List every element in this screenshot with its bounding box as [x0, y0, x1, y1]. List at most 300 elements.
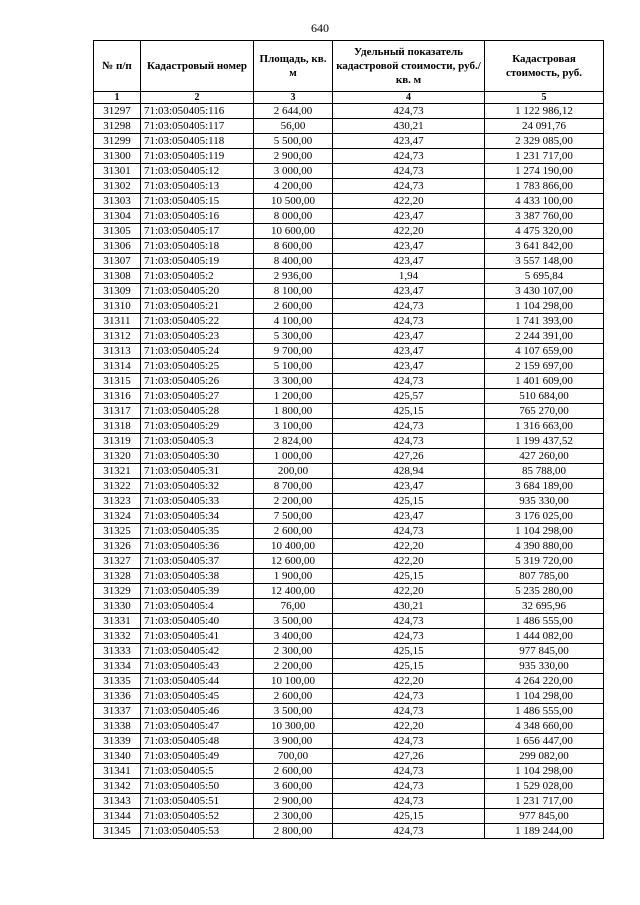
unit-value: 1,94 [333, 269, 485, 284]
unit-value: 423,47 [333, 284, 485, 299]
cadastral-value: 3 641 842,00 [485, 239, 604, 254]
area: 2 824,00 [254, 434, 333, 449]
cadastral-number: 71:03:050405:44 [141, 674, 254, 689]
table-row [94, 254, 604, 269]
cadastral-value: 1 199 437,52 [485, 434, 604, 449]
row-index: 31311 [94, 314, 141, 329]
row-index: 31309 [94, 284, 141, 299]
area: 9 700,00 [254, 344, 333, 359]
row-index: 31341 [94, 764, 141, 779]
cadastral-number: 71:03:050405:31 [141, 464, 254, 479]
unit-value: 427,26 [333, 449, 485, 464]
table-row [94, 749, 604, 764]
column-number-row [94, 92, 604, 104]
unit-value: 425,15 [333, 404, 485, 419]
cadastral-value: 3 557 148,00 [485, 254, 604, 269]
row-index: 31313 [94, 344, 141, 359]
cadastral-number: 71:03:050405:23 [141, 329, 254, 344]
cadastral-number: 71:03:050405:19 [141, 254, 254, 269]
table-row [94, 419, 604, 434]
area: 3 500,00 [254, 704, 333, 719]
area: 2 900,00 [254, 794, 333, 809]
header-area: Площадь, кв. м [254, 41, 333, 92]
cadastral-value: 427 260,00 [485, 449, 604, 464]
row-index: 31315 [94, 374, 141, 389]
table-row [94, 539, 604, 554]
cadastral-value: 4 107 659,00 [485, 344, 604, 359]
table-body [94, 104, 604, 839]
table-row [94, 434, 604, 449]
cadastral-number: 71:03:050405:17 [141, 224, 254, 239]
table-row [94, 689, 604, 704]
unit-value: 422,20 [333, 224, 485, 239]
table-row [94, 104, 604, 119]
cadastral-number: 71:03:050405:13 [141, 179, 254, 194]
cadastral-value: 5 235 280,00 [485, 584, 604, 599]
table-row [94, 674, 604, 689]
area: 2 644,00 [254, 104, 333, 119]
unit-value: 424,73 [333, 299, 485, 314]
table-row [94, 209, 604, 224]
area: 1 200,00 [254, 389, 333, 404]
area: 3 300,00 [254, 374, 333, 389]
cadastral-number: 71:03:050405:41 [141, 629, 254, 644]
area: 3 600,00 [254, 779, 333, 794]
row-index: 31322 [94, 479, 141, 494]
area: 12 400,00 [254, 584, 333, 599]
table-row [94, 404, 604, 419]
table-row [94, 149, 604, 164]
unit-value: 424,73 [333, 164, 485, 179]
area: 5 500,00 [254, 134, 333, 149]
area: 8 100,00 [254, 284, 333, 299]
row-index: 31298 [94, 119, 141, 134]
cadastral-value: 935 330,00 [485, 659, 604, 674]
cadastral-number: 71:03:050405:45 [141, 689, 254, 704]
unit-value: 423,47 [333, 509, 485, 524]
unit-value: 425,15 [333, 494, 485, 509]
area: 2 600,00 [254, 524, 333, 539]
table-row [94, 179, 604, 194]
unit-value: 423,47 [333, 254, 485, 269]
cadastral-value: 2 159 697,00 [485, 359, 604, 374]
table-row [94, 389, 604, 404]
cadastral-value: 4 348 660,00 [485, 719, 604, 734]
area: 8 000,00 [254, 209, 333, 224]
cadastral-number: 71:03:050405:48 [141, 734, 254, 749]
table-row [94, 194, 604, 209]
table-row [94, 344, 604, 359]
row-index: 31334 [94, 659, 141, 674]
unit-value: 424,73 [333, 104, 485, 119]
area: 2 936,00 [254, 269, 333, 284]
table-row [94, 599, 604, 614]
cadastral-value: 5 695,84 [485, 269, 604, 284]
cadastral-value: 32 695,96 [485, 599, 604, 614]
row-index: 31339 [94, 734, 141, 749]
cadastral-number: 71:03:050405:32 [141, 479, 254, 494]
area: 76,00 [254, 599, 333, 614]
table-row [94, 524, 604, 539]
table-row [94, 479, 604, 494]
table-row [94, 464, 604, 479]
cadastral-value: 1 104 298,00 [485, 764, 604, 779]
cadastral-value: 4 390 880,00 [485, 539, 604, 554]
table-row [94, 449, 604, 464]
cadastral-number: 71:03:050405:117 [141, 119, 254, 134]
unit-value: 423,47 [333, 359, 485, 374]
table-row [94, 659, 604, 674]
unit-value: 424,73 [333, 704, 485, 719]
header-cadastral-number: Кадастровый номер [141, 41, 254, 92]
cadastral-number: 71:03:050405:34 [141, 509, 254, 524]
cadastral-value: 3 684 189,00 [485, 479, 604, 494]
cadastral-value-table [93, 40, 604, 839]
row-index: 31303 [94, 194, 141, 209]
area: 200,00 [254, 464, 333, 479]
row-index: 31310 [94, 299, 141, 314]
cadastral-number: 71:03:050405:27 [141, 389, 254, 404]
area: 3 500,00 [254, 614, 333, 629]
unit-value: 424,73 [333, 179, 485, 194]
cadastral-number: 71:03:050405:118 [141, 134, 254, 149]
cadastral-value: 1 486 555,00 [485, 704, 604, 719]
table-row [94, 704, 604, 719]
column-number: 4 [333, 92, 485, 104]
unit-value: 428,94 [333, 464, 485, 479]
cadastral-value: 1 444 082,00 [485, 629, 604, 644]
row-index: 31299 [94, 134, 141, 149]
unit-value: 424,73 [333, 779, 485, 794]
row-index: 31328 [94, 569, 141, 584]
area: 2 300,00 [254, 809, 333, 824]
unit-value: 424,73 [333, 689, 485, 704]
cadastral-value: 807 785,00 [485, 569, 604, 584]
area: 12 600,00 [254, 554, 333, 569]
cadastral-value: 3 176 025,00 [485, 509, 604, 524]
column-number: 2 [141, 92, 254, 104]
cadastral-value: 1 104 298,00 [485, 524, 604, 539]
cadastral-number: 71:03:050405:30 [141, 449, 254, 464]
area: 5 100,00 [254, 359, 333, 374]
area: 10 400,00 [254, 539, 333, 554]
table-row [94, 794, 604, 809]
row-index: 31330 [94, 599, 141, 614]
cadastral-value: 1 783 866,00 [485, 179, 604, 194]
area: 8 600,00 [254, 239, 333, 254]
unit-value: 423,47 [333, 329, 485, 344]
cadastral-value: 1 486 555,00 [485, 614, 604, 629]
cadastral-value: 299 082,00 [485, 749, 604, 764]
cadastral-value: 510 684,00 [485, 389, 604, 404]
cadastral-value: 2 244 391,00 [485, 329, 604, 344]
area: 4 100,00 [254, 314, 333, 329]
area: 700,00 [254, 749, 333, 764]
row-index: 31343 [94, 794, 141, 809]
header-row [94, 41, 604, 92]
table-row [94, 494, 604, 509]
cadastral-number: 71:03:050405:116 [141, 104, 254, 119]
unit-value: 424,73 [333, 149, 485, 164]
area: 56,00 [254, 119, 333, 134]
row-index: 31342 [94, 779, 141, 794]
cadastral-value: 4 264 220,00 [485, 674, 604, 689]
cadastral-value: 4 475 320,00 [485, 224, 604, 239]
unit-value: 424,73 [333, 434, 485, 449]
header-index: № п/п [94, 41, 141, 92]
area: 3 000,00 [254, 164, 333, 179]
cadastral-number: 71:03:050405:33 [141, 494, 254, 509]
table-row [94, 584, 604, 599]
unit-value: 425,15 [333, 809, 485, 824]
row-index: 31308 [94, 269, 141, 284]
unit-value: 423,47 [333, 479, 485, 494]
cadastral-value: 977 845,00 [485, 809, 604, 824]
row-index: 31317 [94, 404, 141, 419]
cadastral-value: 2 329 085,00 [485, 134, 604, 149]
table-row [94, 329, 604, 344]
unit-value: 422,20 [333, 584, 485, 599]
table-row [94, 734, 604, 749]
unit-value: 424,73 [333, 374, 485, 389]
row-index: 31297 [94, 104, 141, 119]
area: 1 800,00 [254, 404, 333, 419]
cadastral-number: 71:03:050405:50 [141, 779, 254, 794]
area: 3 100,00 [254, 419, 333, 434]
row-index: 31335 [94, 674, 141, 689]
unit-value: 424,73 [333, 629, 485, 644]
area: 4 200,00 [254, 179, 333, 194]
cadastral-value: 1 316 663,00 [485, 419, 604, 434]
area: 5 300,00 [254, 329, 333, 344]
unit-value: 424,73 [333, 764, 485, 779]
area: 2 600,00 [254, 764, 333, 779]
cadastral-value: 765 270,00 [485, 404, 604, 419]
unit-value: 427,26 [333, 749, 485, 764]
cadastral-number: 71:03:050405:16 [141, 209, 254, 224]
area: 2 300,00 [254, 644, 333, 659]
cadastral-number: 71:03:050405:29 [141, 419, 254, 434]
cadastral-value: 1 656 447,00 [485, 734, 604, 749]
row-index: 31306 [94, 239, 141, 254]
unit-value: 423,47 [333, 344, 485, 359]
area: 2 900,00 [254, 149, 333, 164]
cadastral-value: 1 104 298,00 [485, 689, 604, 704]
area: 10 300,00 [254, 719, 333, 734]
cadastral-number: 71:03:050405:119 [141, 149, 254, 164]
cadastral-number: 71:03:050405:12 [141, 164, 254, 179]
row-index: 31327 [94, 554, 141, 569]
cadastral-number: 71:03:050405:40 [141, 614, 254, 629]
row-index: 31316 [94, 389, 141, 404]
row-index: 31304 [94, 209, 141, 224]
unit-value: 424,73 [333, 794, 485, 809]
cadastral-value: 85 788,00 [485, 464, 604, 479]
cadastral-value: 1 231 717,00 [485, 149, 604, 164]
cadastral-number: 71:03:050405:25 [141, 359, 254, 374]
table-row [94, 119, 604, 134]
cadastral-value: 3 387 760,00 [485, 209, 604, 224]
row-index: 31325 [94, 524, 141, 539]
unit-value: 425,15 [333, 569, 485, 584]
cadastral-number: 71:03:050405:35 [141, 524, 254, 539]
unit-value: 423,47 [333, 239, 485, 254]
unit-value: 423,47 [333, 209, 485, 224]
area: 8 400,00 [254, 254, 333, 269]
area: 1 900,00 [254, 569, 333, 584]
cadastral-value: 3 430 107,00 [485, 284, 604, 299]
cadastral-number: 71:03:050405:5 [141, 764, 254, 779]
cadastral-number: 71:03:050405:43 [141, 659, 254, 674]
header-cadastral-value: Кадастровая стоимость, руб. [485, 41, 604, 92]
cadastral-number: 71:03:050405:21 [141, 299, 254, 314]
row-index: 31321 [94, 464, 141, 479]
cadastral-value: 1 189 244,00 [485, 824, 604, 839]
table-row [94, 629, 604, 644]
column-number: 1 [94, 92, 141, 104]
unit-value: 422,20 [333, 194, 485, 209]
cadastral-number: 71:03:050405:37 [141, 554, 254, 569]
cadastral-value: 24 091,76 [485, 119, 604, 134]
cadastral-number: 71:03:050405:3 [141, 434, 254, 449]
header-unit-value: Удельный показатель кадастровой стоимости, руб./кв. м [333, 41, 485, 92]
area: 3 900,00 [254, 734, 333, 749]
row-index: 31340 [94, 749, 141, 764]
cadastral-value: 1 231 717,00 [485, 794, 604, 809]
area: 2 200,00 [254, 659, 333, 674]
cadastral-number: 71:03:050405:52 [141, 809, 254, 824]
area: 2 800,00 [254, 824, 333, 839]
cadastral-number: 71:03:050405:42 [141, 644, 254, 659]
table-row [94, 824, 604, 839]
unit-value: 424,73 [333, 314, 485, 329]
column-number: 3 [254, 92, 333, 104]
unit-value: 424,73 [333, 734, 485, 749]
row-index: 31336 [94, 689, 141, 704]
cadastral-number: 71:03:050405:18 [141, 239, 254, 254]
cadastral-number: 71:03:050405:49 [141, 749, 254, 764]
row-index: 31344 [94, 809, 141, 824]
row-index: 31333 [94, 644, 141, 659]
unit-value: 425,15 [333, 644, 485, 659]
area: 1 000,00 [254, 449, 333, 464]
row-index: 31314 [94, 359, 141, 374]
table-row [94, 509, 604, 524]
row-index: 31302 [94, 179, 141, 194]
cadastral-number: 71:03:050405:15 [141, 194, 254, 209]
row-index: 31324 [94, 509, 141, 524]
unit-value: 424,73 [333, 824, 485, 839]
table-row [94, 299, 604, 314]
unit-value: 422,20 [333, 539, 485, 554]
row-index: 31329 [94, 584, 141, 599]
row-index: 31301 [94, 164, 141, 179]
cadastral-number: 71:03:050405:2 [141, 269, 254, 284]
row-index: 31332 [94, 629, 141, 644]
table-row [94, 359, 604, 374]
cadastral-number: 71:03:050405:36 [141, 539, 254, 554]
table-row [94, 614, 604, 629]
unit-value: 425,15 [333, 659, 485, 674]
cadastral-value: 935 330,00 [485, 494, 604, 509]
cadastral-number: 71:03:050405:39 [141, 584, 254, 599]
cadastral-number: 71:03:050405:47 [141, 719, 254, 734]
row-index: 31307 [94, 254, 141, 269]
unit-value: 424,73 [333, 419, 485, 434]
table-row [94, 779, 604, 794]
column-number: 5 [485, 92, 604, 104]
table-row [94, 164, 604, 179]
cadastral-value: 1 401 609,00 [485, 374, 604, 389]
unit-value: 424,73 [333, 614, 485, 629]
cadastral-value: 4 433 100,00 [485, 194, 604, 209]
unit-value: 430,21 [333, 599, 485, 614]
table-row [94, 284, 604, 299]
area: 7 500,00 [254, 509, 333, 524]
unit-value: 422,20 [333, 554, 485, 569]
cadastral-value: 1 122 986,12 [485, 104, 604, 119]
area: 8 700,00 [254, 479, 333, 494]
cadastral-number: 71:03:050405:46 [141, 704, 254, 719]
table-row [94, 314, 604, 329]
page-number: 640 [311, 21, 329, 35]
area: 10 600,00 [254, 224, 333, 239]
row-index: 31320 [94, 449, 141, 464]
table-row [94, 134, 604, 149]
table-row [94, 239, 604, 254]
unit-value: 422,20 [333, 719, 485, 734]
cadastral-value: 1 274 190,00 [485, 164, 604, 179]
row-index: 31345 [94, 824, 141, 839]
area: 3 400,00 [254, 629, 333, 644]
table-row [94, 374, 604, 389]
cadastral-number: 71:03:050405:28 [141, 404, 254, 419]
table-row [94, 269, 604, 284]
cadastral-value: 5 319 720,00 [485, 554, 604, 569]
cadastral-value: 977 845,00 [485, 644, 604, 659]
table-row [94, 644, 604, 659]
row-index: 31300 [94, 149, 141, 164]
unit-value: 430,21 [333, 119, 485, 134]
area: 2 600,00 [254, 689, 333, 704]
row-index: 31331 [94, 614, 141, 629]
cadastral-number: 71:03:050405:38 [141, 569, 254, 584]
row-index: 31326 [94, 539, 141, 554]
table-row [94, 764, 604, 779]
row-index: 31305 [94, 224, 141, 239]
cadastral-number: 71:03:050405:20 [141, 284, 254, 299]
cadastral-value: 1 529 028,00 [485, 779, 604, 794]
unit-value: 423,47 [333, 134, 485, 149]
cadastral-value: 1 104 298,00 [485, 299, 604, 314]
area: 10 100,00 [254, 674, 333, 689]
cadastral-number: 71:03:050405:22 [141, 314, 254, 329]
table-row [94, 719, 604, 734]
area: 10 500,00 [254, 194, 333, 209]
cadastral-number: 71:03:050405:51 [141, 794, 254, 809]
unit-value: 422,20 [333, 674, 485, 689]
row-index: 31312 [94, 329, 141, 344]
area: 2 200,00 [254, 494, 333, 509]
unit-value: 425,57 [333, 389, 485, 404]
row-index: 31337 [94, 704, 141, 719]
unit-value: 424,73 [333, 524, 485, 539]
table-row [94, 569, 604, 584]
cadastral-number: 71:03:050405:53 [141, 824, 254, 839]
cadastral-number: 71:03:050405:24 [141, 344, 254, 359]
row-index: 31319 [94, 434, 141, 449]
cadastral-number: 71:03:050405:26 [141, 374, 254, 389]
